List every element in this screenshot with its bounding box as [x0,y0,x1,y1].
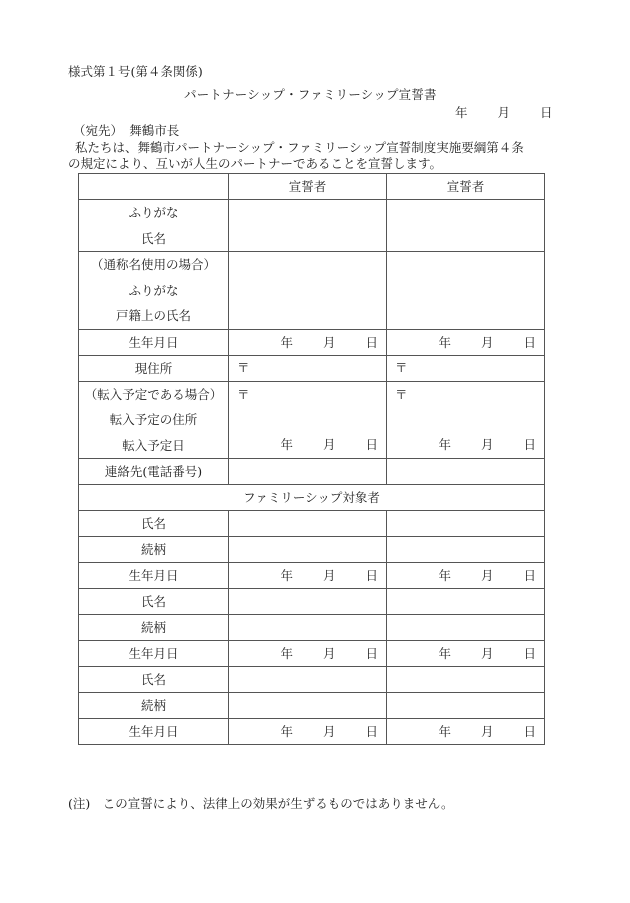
registered-name-label: 戸籍上の氏名 [115,308,191,323]
header-declarant-1: 宣誓者 [229,174,387,200]
declarant-2-family-2-name-field[interactable] [387,589,545,615]
day-label: 日 [523,646,536,661]
declaration-text-line2: の規定により、互いが人生のパートナーであることを宣誓します。 [68,156,443,171]
family-birthdate-label: 生年月日 [79,563,229,589]
birthdate-row [79,329,545,355]
declaration-form-table [78,173,545,745]
date-year-label: 年 [455,105,468,120]
declarant-1-moving-field[interactable] [229,381,387,459]
moving-condition-label: （転入予定である場合） [84,386,223,402]
declarant-1-alias-field[interactable] [229,252,387,330]
day-label: 日 [523,334,536,350]
declaration-text-line1: 私たちは、舞鶴市パートナーシップ・ファミリーシップ宣誓制度実施要綱第４条 [75,140,524,155]
year-label: 年 [280,334,293,350]
declaration-date [455,105,553,121]
declarant-2-family-3-name-field[interactable] [387,667,545,693]
declarant-2-family-1-name-field[interactable] [387,511,545,537]
legal-note: (注) この宣誓により、法律上の効果が生ずるものではありません。 [68,796,454,811]
year-label: 年 [438,568,451,583]
family-name-label: 氏名 [79,589,229,615]
year-label: 年 [438,724,451,739]
family-section-heading: ファミリーシップ対象者 [79,485,545,511]
alias-label [79,252,229,330]
date-month-label: 月 [497,105,511,120]
year-label: 年 [438,646,451,661]
declarant-2-address-field[interactable] [387,355,545,381]
month-label: 月 [322,724,336,739]
declarant-1-family-3-relation-field[interactable] [229,693,387,719]
furigana-label: ふりがな [128,205,179,220]
year-label: 年 [438,436,451,452]
addressee: （宛先） 舞鶴市長 [73,123,180,138]
contact-label: 連絡先(電話番号) [79,459,229,485]
family-member-3-relation-row [79,693,545,719]
year-label: 年 [280,724,293,739]
family-member-3-birthdate-row [79,719,545,745]
declarant-2-family-3-relation-field[interactable] [387,693,545,719]
declarant-1-family-3-name-field[interactable] [229,667,387,693]
declarant-1-family-2-name-field[interactable] [229,589,387,615]
name-row [79,200,545,252]
postal-mark-icon: 〒 [395,359,408,375]
declarant-2-family-1-relation-field[interactable] [387,537,545,563]
month-label: 月 [480,334,494,350]
month-label: 月 [322,334,336,350]
year-label: 年 [280,436,293,452]
declarant-1-name-field[interactable] [229,200,387,252]
postal-mark-icon: 〒 [237,386,250,402]
alias-row [79,252,545,330]
declarant-2-name-field[interactable] [387,200,545,252]
family-relation-label: 続柄 [79,693,229,719]
name-label [79,200,229,252]
family-member-1-birthdate-row [79,563,545,589]
postal-mark-icon: 〒 [237,359,250,375]
day-label: 日 [523,436,536,452]
family-member-1-relation-row [79,537,545,563]
day-label: 日 [523,568,536,583]
header-declarant-2: 宣誓者 [387,174,545,200]
year-label: 年 [280,646,293,661]
year-label: 年 [280,568,293,583]
family-name-label: 氏名 [79,667,229,693]
day-label: 日 [365,568,378,583]
moving-label [79,381,229,459]
family-birthdate-label: 生年月日 [79,719,229,745]
family-relation-label: 続柄 [79,615,229,641]
family-member-3-name-row [79,667,545,693]
contact-row [79,459,545,485]
family-birthdate-label: 生年月日 [79,641,229,667]
date-day-label: 日 [540,105,553,120]
day-label: 日 [365,724,378,739]
declarant-1-family-2-birthdate-field[interactable] [229,641,387,667]
declarant-1-family-1-relation-field[interactable] [229,537,387,563]
full-name-label: 氏名 [140,230,166,246]
day-label: 日 [365,646,378,661]
moving-date-label: 転入予定日 [122,437,185,453]
declarant-2-family-1-birthdate-field[interactable] [387,563,545,589]
declarant-2-phone-field[interactable] [387,459,545,485]
declarant-2-family-2-birthdate-field[interactable] [387,641,545,667]
header-row [79,174,545,200]
day-label: 日 [365,334,378,350]
declarant-1-family-2-relation-field[interactable] [229,615,387,641]
year-label: 年 [438,334,451,350]
document-title: パートナーシップ・ファミリーシップ宣誓書 [184,87,437,102]
declarant-2-birthdate-field[interactable] [387,329,545,355]
month-label: 月 [480,568,494,583]
declarant-2-family-3-birthdate-field[interactable] [387,719,545,745]
day-label: 日 [523,724,536,739]
month-label: 月 [480,436,494,452]
form-number: 様式第１号(第４条関係) [68,64,203,79]
declarant-1-birthdate-field[interactable] [229,329,387,355]
alias-furigana-label: ふりがな [128,282,179,298]
current-address-row [79,355,545,381]
family-member-2-birthdate-row [79,641,545,667]
day-label: 日 [365,436,378,452]
family-relation-label: 続柄 [79,537,229,563]
declarant-2-family-2-relation-field[interactable] [387,615,545,641]
declarant-2-alias-field[interactable] [387,252,545,330]
current-address-label: 現住所 [79,355,229,381]
family-members [79,511,545,745]
declarant-1-family-3-birthdate-field[interactable] [229,719,387,745]
birthdate-label: 生年月日 [79,329,229,355]
month-label: 月 [480,724,494,739]
month-label: 月 [322,436,336,452]
postal-mark-icon: 〒 [395,386,408,402]
month-label: 月 [480,646,494,661]
month-label: 月 [322,568,336,583]
declarant-1-family-1-name-field[interactable] [229,511,387,537]
alias-condition-label: （通称名使用の場合） [90,257,216,272]
month-label: 月 [322,646,336,661]
declarant-2-moving-field[interactable] [387,381,545,459]
declarant-1-address-field[interactable] [229,355,387,381]
declarant-1-phone-field[interactable] [229,459,387,485]
family-member-1-name-row [79,511,545,537]
declarant-1-family-1-birthdate-field[interactable] [229,563,387,589]
moving-address-label: 転入予定の住所 [109,412,198,427]
header-blank-cell [79,174,229,200]
family-member-2-name-row [79,589,545,615]
family-section-row [79,485,545,511]
family-name-label: 氏名 [79,511,229,537]
family-member-2-relation-row [79,615,545,641]
moving-row [79,381,545,459]
